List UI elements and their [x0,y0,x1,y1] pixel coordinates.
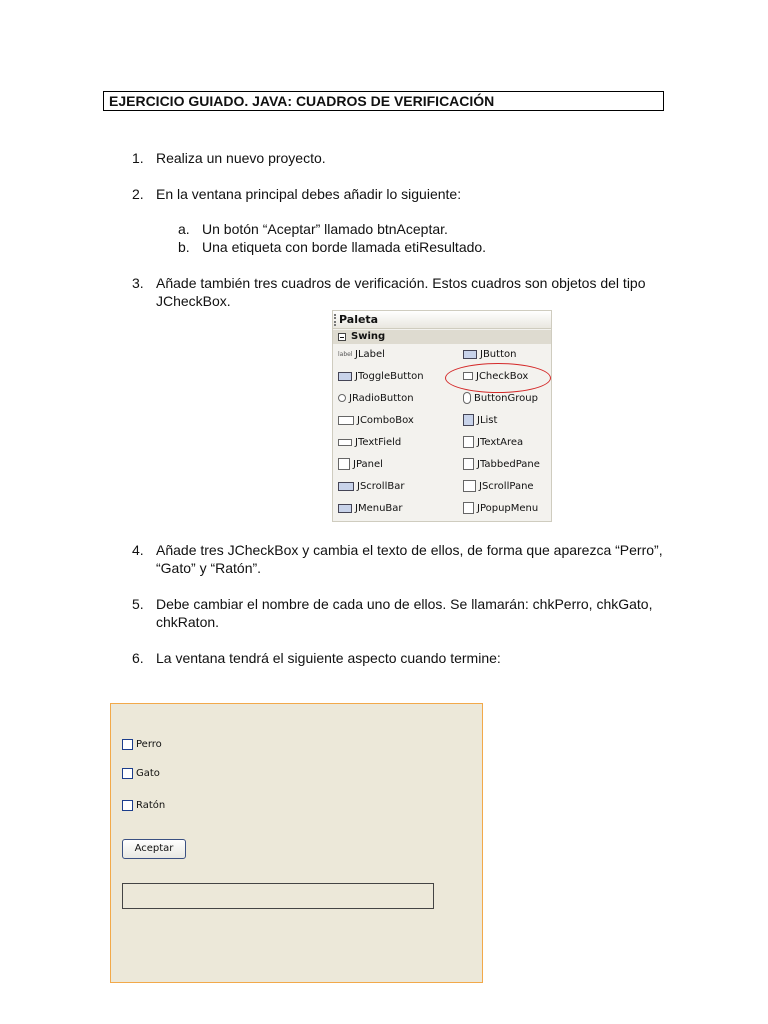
checkbox-box[interactable] [122,768,133,779]
substep-text: Una etiqueta con borde llamada etiResultado. [202,239,487,255]
palette-item-label: JList [477,415,498,426]
palette-item-label: JTextField [355,437,402,448]
palette-item-label: JTextArea [477,437,524,448]
step-text: En la ventana principal debes añadir lo siguiente: [156,186,462,202]
step-number: 4. [132,542,144,558]
checkbox-raton[interactable] [122,799,165,813]
palette-item-jtabbedpane[interactable] [463,457,540,473]
step-number: 5. [132,596,144,612]
checkbox-gato[interactable] [122,767,160,781]
palette-item-jtogglebutton[interactable] [338,369,424,385]
window-preview [110,703,483,983]
tabbed-pane-icon [463,458,474,470]
palette-item-jscrollbar[interactable] [338,479,404,495]
toggle-button-icon [338,372,352,381]
document-title: EJERCICIO GUIADO. JAVA: CUADROS DE VERIFICACIÓN [103,91,664,111]
palette-item-jlist[interactable] [463,413,497,429]
step-number: 2. [132,186,144,202]
palette-item-jtextfield[interactable] [338,435,401,451]
palette-title: Paleta [339,313,379,326]
scrollbar-icon [338,482,354,491]
textfield-icon [338,439,352,446]
panel-icon [338,458,350,470]
label-icon: label [338,350,353,358]
palette-item-jpopupmenu[interactable] [463,501,538,517]
palette-item-label: JScrollBar [357,481,405,492]
aceptar-button[interactable]: Aceptar [122,839,186,859]
palette-item-label: JTabbedPane [477,459,540,470]
collapse-icon[interactable] [338,333,346,341]
palette-item-jlabel[interactable] [338,347,385,363]
radio-icon [338,394,346,402]
checkbox-perro[interactable] [122,738,162,752]
checkbox-label: Gato [136,768,160,779]
substep-letter: a. [178,221,190,237]
palette-item-buttongroup[interactable] [463,391,538,407]
checkbox-label: Perro [136,739,162,750]
button-icon [463,350,477,359]
palette-item-label: JPopupMenu [477,503,539,514]
step-text: Realiza un nuevo proyecto. [156,150,326,166]
list-icon [463,414,474,426]
palette-item-label: JCheckBox [476,371,529,382]
substep-text: Un botón “Aceptar” llamado btnAceptar. [202,221,448,237]
palette-item-label: ButtonGroup [474,393,538,404]
palette-item-jtextarea[interactable] [463,435,523,451]
palette-item-label: JButton [480,349,517,360]
step-number: 3. [132,275,144,291]
palette-item-label: JComboBox [357,415,414,426]
checkbox-box[interactable] [122,800,133,811]
grip-icon [334,314,338,326]
palette-item-jcombobox[interactable] [338,413,414,429]
menubar-icon [338,504,352,513]
scroll-pane-icon [463,480,476,492]
result-label [122,883,434,909]
palette-item-label: JMenuBar [355,503,403,514]
palette-item-jpanel[interactable] [338,457,383,473]
palette-item-jbutton[interactable] [463,347,516,363]
button-group-icon [463,392,471,404]
step-number: 6. [132,650,144,666]
step-text: Debe cambiar el nombre de cada uno de ellos. Se llamarán: chkPerro, chkGato, chkRaton. [156,596,653,630]
palette-item-label: JScrollPane [479,481,534,492]
palette-header [333,311,551,329]
popup-menu-icon [463,502,474,514]
palette-screenshot [332,310,552,522]
palette-item-label: JRadioButton [349,393,414,404]
palette-section-swing[interactable] [333,330,551,344]
palette-item-jscrollpane[interactable] [463,479,534,495]
substep-letter: b. [178,239,190,255]
step-text: Añade tres JCheckBox y cambia el texto de ellos, de forma que aparezca “Perro”, “Gato” y “Ratón”. [156,542,663,576]
highlight-circle [445,363,551,393]
palette-item-label: JToggleButton [355,371,424,382]
checkbox-label: Ratón [136,800,166,811]
step-number: 1. [132,150,144,166]
textarea-icon [463,436,474,448]
palette-section-label: Swing [351,331,386,342]
step-text: Añade también tres cuadros de verificación. Estos cuadros son objetos del tipo JCheckBox. [156,275,646,309]
palette-item-jradiobutton[interactable] [338,391,414,407]
palette-item-jmenubar[interactable] [338,501,403,517]
step-text: La ventana tendrá el siguiente aspecto cuando termine: [156,650,501,666]
palette-item-label: JLabel [355,349,385,360]
checkbox-box[interactable] [122,739,133,750]
palette-item-label: JPanel [353,459,383,470]
combobox-icon [338,416,354,425]
